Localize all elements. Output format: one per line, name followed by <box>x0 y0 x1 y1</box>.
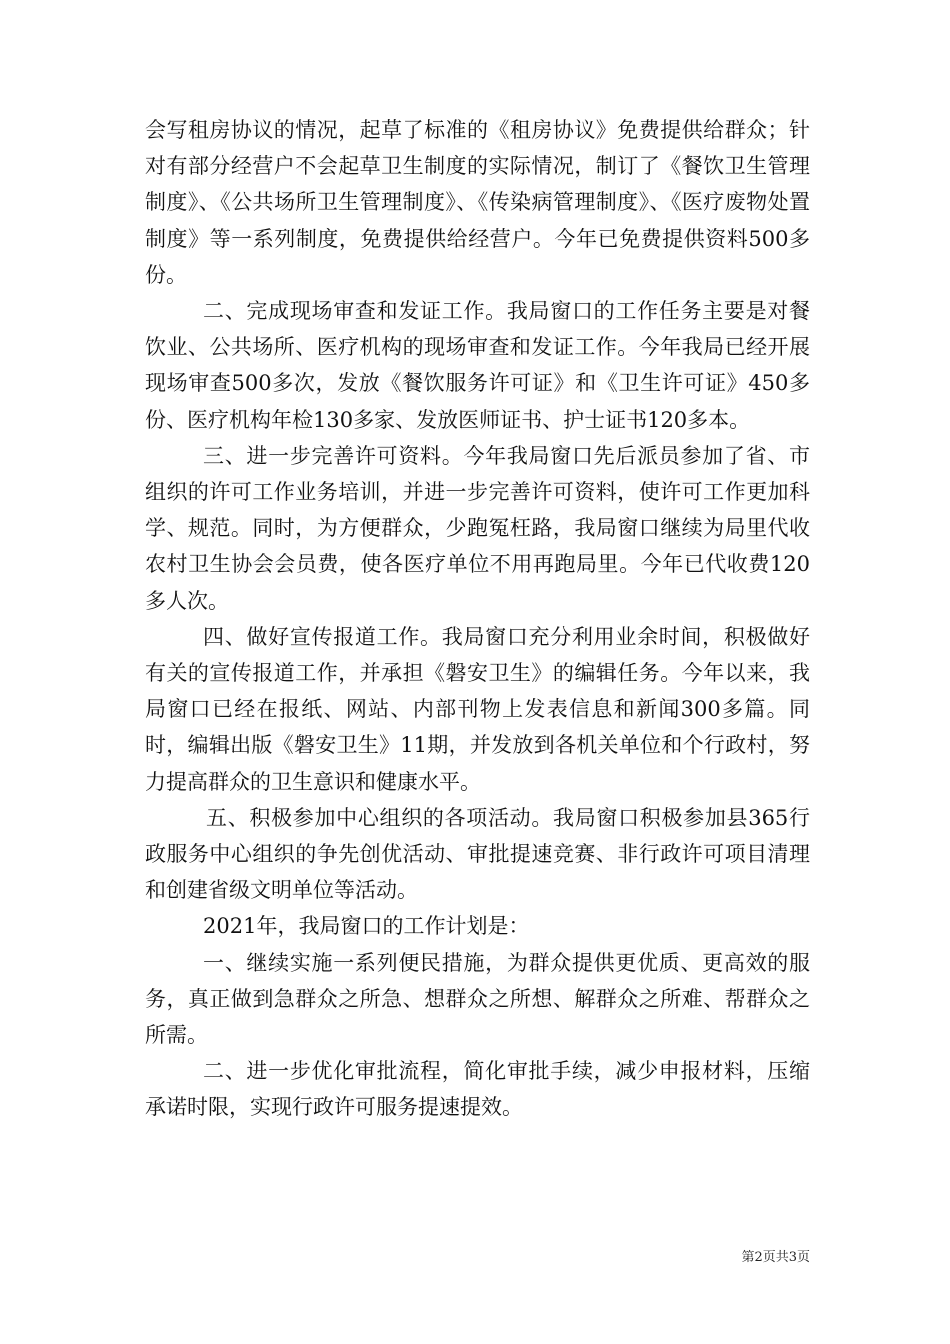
paragraph-plan-one: 一、继续实施一系列便民措施，为群众提供更优质、更高效的服务，真正做到急群众之所急、想群众之所想、解群众之所难、帮群众之所需。 <box>145 950 810 1048</box>
paragraph-section-two: 二、完成现场审查和发证工作。我局窗口的工作任务主要是对餐饮业、公共场所、医疗机构的现场审查和发证工作。今年我局已经开展现场审查500多次，发放《餐饮服务许可证》和《卫生许可证》450多份、医疗机构年检130多家、发放医师证书、护士证书120多本。 <box>145 299 810 432</box>
paragraph-continuation: 会写租房协议的情况，起草了标准的《租房协议》免费提供给群众；针对有部分经营户不会起草卫生制度的实际情况，制订了《餐饮卫生管理制度》、《公共场所卫生管理制度》、《传染病管理制度》、《医疗废物处置制度》等一系列制度，免费提供给经营户。今年已免费提供资料500多份。 <box>145 118 810 287</box>
paragraph-plan-two: 二、进一步优化审批流程，简化审批手续，减少申报材料，压缩承诺时限，实现行政许可服务提速提效。 <box>145 1059 810 1120</box>
paragraph-plan-intro: 2021年，我局窗口的工作计划是： <box>203 914 530 939</box>
paragraph-section-five: 五、积极参加中心组织的各项活动。我局窗口积极参加县365行政服务中心组织的争先创优活动、审批提速竞赛、非行政许可项目清理和创建省级文明单位等活动。 <box>145 805 810 903</box>
page-number: 第2页共3页 <box>741 1250 810 1265</box>
paragraph-section-four: 四、做好宣传报道工作。我局窗口充分利用业余时间，积极做好有关的宣传报道工作，并承担《磐安卫生》的编辑任务。今年以来，我局窗口已经在报纸、网站、内部刊物上发表信息和新闻300多篇。同时，编辑出版《磐安卫生》11期，并发放到各机关单位和个行政村，努力提高群众的卫生意识和健康水平。 <box>145 624 810 794</box>
document-body <box>145 112 810 1126</box>
paragraph-section-three: 三、进一步完善许可资料。今年我局窗口先后派员参加了省、市组织的许可工作业务培训，并进一步完善许可资料，使许可工作更加科学、规范。同时，为方便群众，少跑冤枉路，我局窗口继续为局里代收农村卫生协会会员费，使各医疗单位不用再跑局里。今年已代收费120多人次。 <box>145 443 810 613</box>
